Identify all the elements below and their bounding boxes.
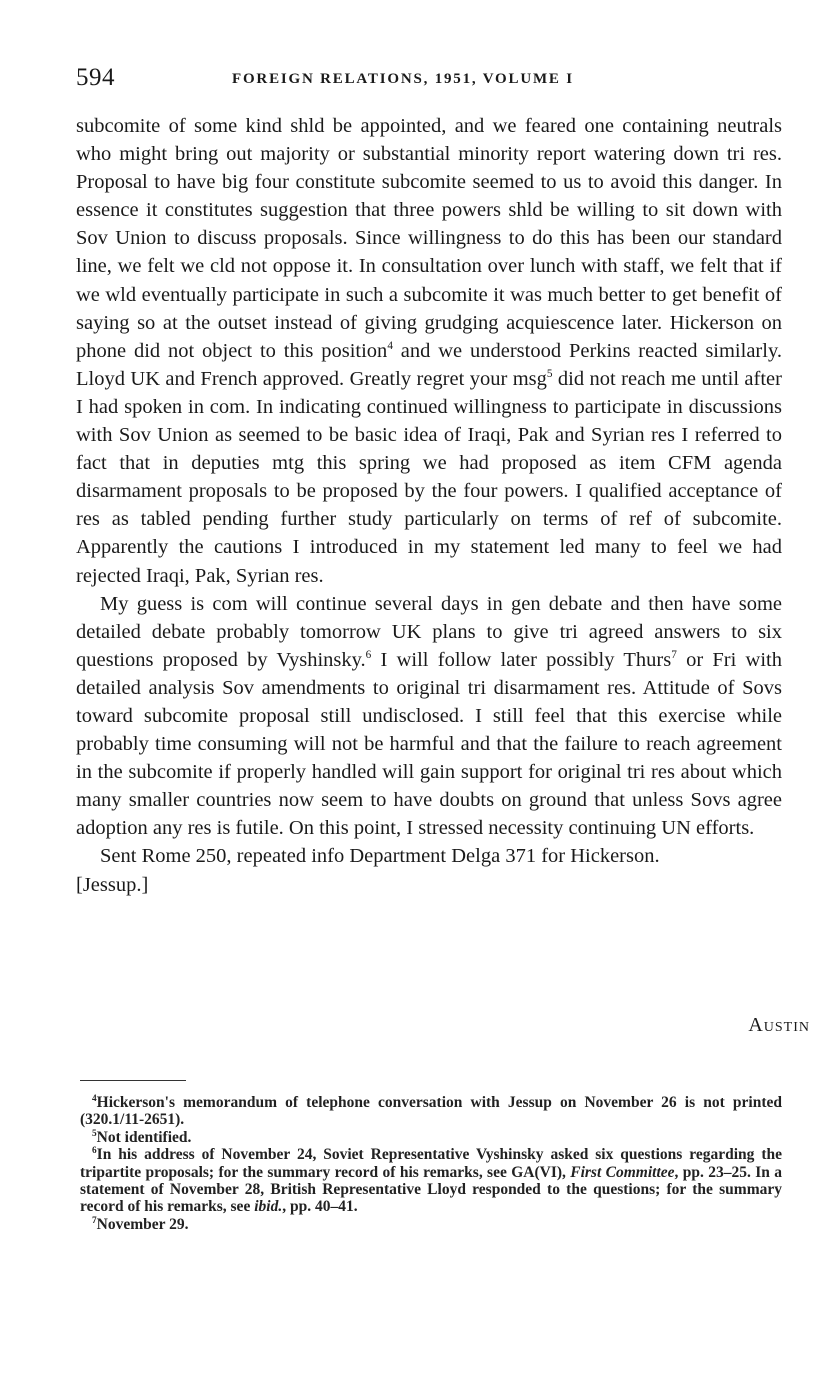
paragraph-4: [Jessup.] (76, 873, 149, 896)
footnote-text: Hickerson's memorandum of telephone conversation with Jessup on November 26 is not printed (320.1/11-2651). (80, 1094, 782, 1129)
footnote-text: November 29. (96, 1215, 189, 1233)
footnote-italic: First Committee (570, 1163, 675, 1181)
footnote-text: , pp. 40–41. (282, 1198, 358, 1216)
footnote-4 (80, 1094, 782, 1129)
body-text (76, 112, 782, 899)
footnotes (80, 1094, 782, 1233)
footnote-italic: ibid. (254, 1198, 283, 1216)
paragraph-text: did not reach me until after I had spoken in com. In indicating continued willingness to participate in discussions with Sov Union as seemed to be basic idea of Iraqi, Pak and Syrian res I referred to fact that in deputies mtg this spring we had proposed as item CFM agenda disarmament proposals to be proposed by the four powers. I qualified acceptance of res as tabled pending further study particularly on terms of ref of subcomite. Apparently the cautions I introduced in my statement led many to feel we had rejected Iraqi, Pak, Syrian res. (76, 367, 782, 587)
footnote-number: 7 (92, 1215, 97, 1226)
footnote-divider (80, 1080, 186, 1081)
page-header (72, 64, 808, 100)
footnote-number: 5 (92, 1128, 97, 1139)
paragraph-text: subcomite of some kind shld be appointed, and we feared one containing neutrals who might bring out majority or substantial minority report watering down tri res. Proposal to have big four constitute subcomite seemed to us to avoid this danger. In essence it constitutes suggestion that three powers shld be willing to sit down with Sov Union to discuss proposals. Since willingness to do this has been our standard line, we felt we cld not oppose it. In consultation over lunch with staff, we felt that if we wld eventually participate in such a subcomite it was much better to get benefit of saying so at the outset instead of giving grudging acquiescence later. Hickerson on phone did not object to this position (76, 115, 782, 362)
footnote-text: , pp. 23–25. In a statement of November 28, British Representative Lloyd responded to the questions; for the summary record of his remarks, see (80, 1163, 782, 1216)
paragraph-text: and we understood Perkins reacted similarly. Lloyd UK and French approved. Greatly regret your msg (76, 339, 782, 390)
footnote-ref-6: 6 (365, 648, 372, 661)
paragraph-text: I will follow later possibly Thurs (371, 648, 672, 671)
paragraph-3: Sent Rome 250, repeated info Department Delga 371 for Hickerson. (100, 845, 660, 868)
footnote-number: 6 (92, 1146, 97, 1157)
footnote-7 (80, 1216, 782, 1233)
paragraph-text: or Fri with detailed analysis Sov amendments to original tri disarmament res. Attitude of Sovs toward subcomite proposal still undisclosed. I still feel that this exercise while probably time consuming will not be harmful and that the failure to reach agreement in the subcomite if properly handled will gain support for original tri res about which many smaller countries now seem to have doubts on ground that unless Sovs agree adoption any res is futile. On this point, I stressed necessity continuing UN efforts. (76, 648, 782, 840)
footnote-ref-5: 5 (546, 368, 553, 381)
footnote-ref-7: 7 (671, 648, 677, 661)
running-head: FOREIGN RELATIONS, 1951, VOLUME I (232, 71, 574, 87)
paragraph-2 (76, 590, 782, 843)
page-number: 594 (76, 64, 115, 91)
footnote-ref-4: 4 (387, 339, 393, 352)
paragraph-text: My guess is com will continue several days in gen debate and then have some detailed debate probably tomorrow UK plans to give tri agreed answers to six questions proposed by Vyshinsky. (76, 592, 782, 671)
paragraph-1 (76, 112, 782, 590)
footnote-6 (80, 1146, 782, 1216)
footnote-number: 4 (92, 1093, 97, 1104)
signature: Austin (748, 1014, 810, 1036)
footnote-5 (80, 1129, 782, 1146)
footnote-text: In his address of November 24, Soviet Representative Vyshinsky asked six questions regarding the tripartite proposals; for the summary record of his remarks, see GA(VI), (80, 1146, 782, 1181)
footnote-text: Not identified. (96, 1128, 192, 1146)
